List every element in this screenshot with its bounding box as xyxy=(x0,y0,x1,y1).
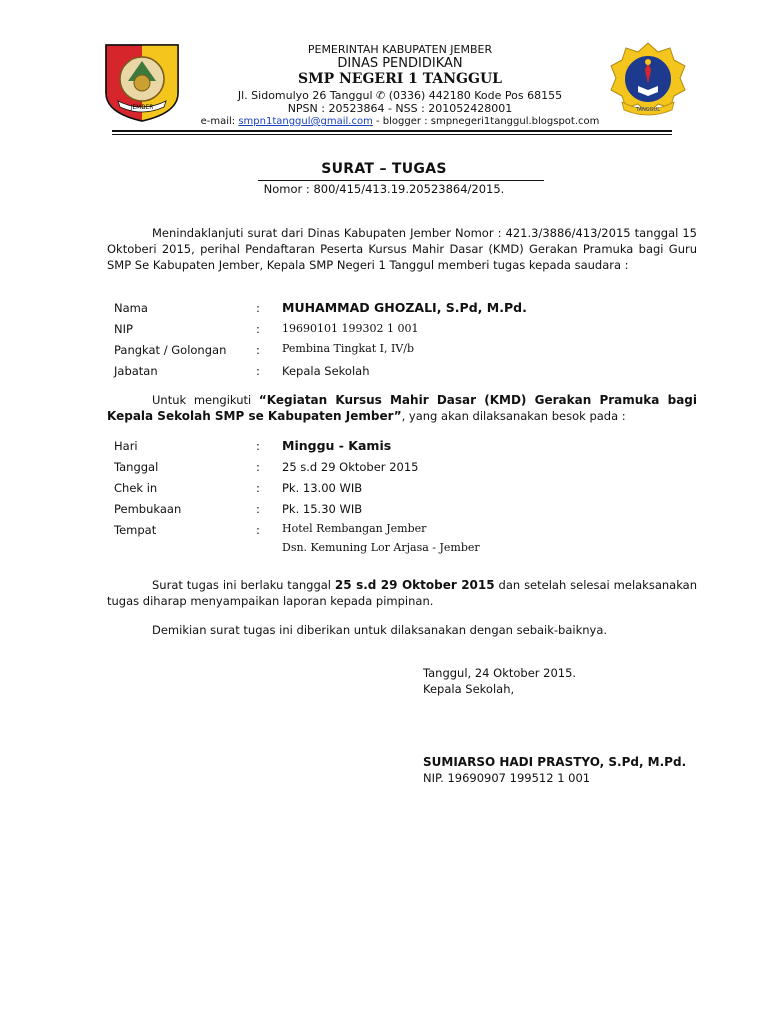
tempat-value-1: Hotel Rembangan Jember xyxy=(282,522,427,535)
signer-position: Kepala Sekolah, xyxy=(423,682,515,696)
colon: : xyxy=(256,364,260,378)
gov-line: PEMERINTAH KABUPATEN JEMBER xyxy=(307,43,493,56)
purpose-prefix: Untuk mengikuti xyxy=(152,393,259,407)
npsn-line: NPSN : 20523864 - NSS : 201052428001 xyxy=(287,102,513,115)
place-date: Tanggul, 24 Oktober 2015. xyxy=(423,666,577,680)
intro-paragraph: Menindaklanjuti surat dari Dinas Kabupaten Jember Nomor : 421.3/3886/413/2015 tanggal 15 Oktoberi 2015, perihal Pendaftaran Peserta Kursus Mahir Dasar (KMD) Gerakan Pramuka bagi Guru SMP Se Kabupaten Jember, Kepala SMP Negeri 1 Tanggul memberi tugas kepada saudara : xyxy=(107,226,697,272)
colon: : xyxy=(256,439,260,453)
colon: : xyxy=(256,322,260,336)
blogger-text: - blogger : smpnegeri1tanggul.blogspot.com xyxy=(372,116,600,127)
chekin-label: Chek in xyxy=(114,481,158,495)
header-rule-thin xyxy=(112,134,672,135)
tempat-value-2: Dsn. Kemuning Lor Arjasa - Jember xyxy=(282,541,480,554)
validity-prefix: Surat tugas ini berlaku tanggal xyxy=(152,578,335,592)
signer-nip: NIP. 19690907 199512 1 001 xyxy=(423,771,591,785)
validity-suffix: dan setelah selesai melaksanakan tugas diharap menyampaikan laporan kepada pimpinan. xyxy=(107,578,698,608)
colon: : xyxy=(256,502,260,516)
address-line: Jl. Sidomulyo 26 Tanggul ✆ (0336) 442180 Kode Pos 68155 xyxy=(237,89,563,102)
title-underline xyxy=(258,180,544,181)
nama-label: Nama xyxy=(114,301,148,315)
letter-number: Nomor : 800/415/413.19.20523864/2015. xyxy=(263,182,505,196)
signer-name: SUMIARSO HADI PRASTYO, S.Pd, M.Pd. xyxy=(423,755,687,769)
colon: : xyxy=(256,523,260,537)
letterhead xyxy=(0,42,768,132)
nip-value: 19690101 199302 1 001 xyxy=(282,322,419,335)
pembukaan-value: Pk. 15.30 WIB xyxy=(282,502,363,516)
jabatan-value: Kepala Sekolah xyxy=(282,364,370,378)
colon: : xyxy=(256,481,260,495)
colon: : xyxy=(256,460,260,474)
activity-name: “Kegiatan Kursus Mahir Dasar (KMD) Gerakan Pramuka bagi Kepala Sekolah SMP se Kabupaten Jember” xyxy=(107,393,697,423)
pangkat-value: Pembina Tingkat I, IV/b xyxy=(282,342,415,355)
school-name: SMP NEGERI 1 TANGGUL xyxy=(297,71,503,87)
closing-paragraph: Demikian surat tugas ini diberikan untuk dilaksanakan dengan sebaik-baiknya. xyxy=(152,623,608,637)
tanggal-value: 25 s.d 29 Oktober 2015 xyxy=(282,460,419,474)
hari-label: Hari xyxy=(114,439,138,453)
colon: : xyxy=(256,301,260,315)
jabatan-label: Jabatan xyxy=(114,364,158,378)
letter-title: SURAT – TUGAS xyxy=(321,161,447,177)
purpose-paragraph xyxy=(107,392,697,424)
validity-paragraph xyxy=(107,577,697,609)
purpose-suffix: , yang akan dilaksanakan besok pada : xyxy=(401,409,626,423)
department-line: DINAS PENDIDIKAN xyxy=(337,56,463,71)
email-prefix: e-mail: xyxy=(200,116,239,127)
svg-text:JEMBER: JEMBER xyxy=(130,104,154,111)
header-rule-thick xyxy=(112,130,672,132)
svg-text:TANGGUL: TANGGUL xyxy=(635,107,661,113)
tempat-label: Tempat xyxy=(114,523,157,537)
hari-value: Minggu - Kamis xyxy=(282,438,392,453)
tanggal-label: Tanggal xyxy=(114,460,159,474)
chekin-value: Pk. 13.00 WIB xyxy=(282,481,363,495)
nama-value: MUHAMMAD GHOZALI, S.Pd, M.Pd. xyxy=(282,300,527,315)
validity-dates: 25 s.d 29 Oktober 2015 xyxy=(334,578,495,592)
colon: : xyxy=(256,343,260,357)
pangkat-label: Pangkat / Golongan xyxy=(114,343,227,357)
email-link[interactable]: smpn1tanggul@gmail.com xyxy=(238,116,373,127)
pembukaan-label: Pembukaan xyxy=(114,502,182,516)
contact-line xyxy=(150,116,650,127)
nip-label: NIP xyxy=(114,322,133,336)
